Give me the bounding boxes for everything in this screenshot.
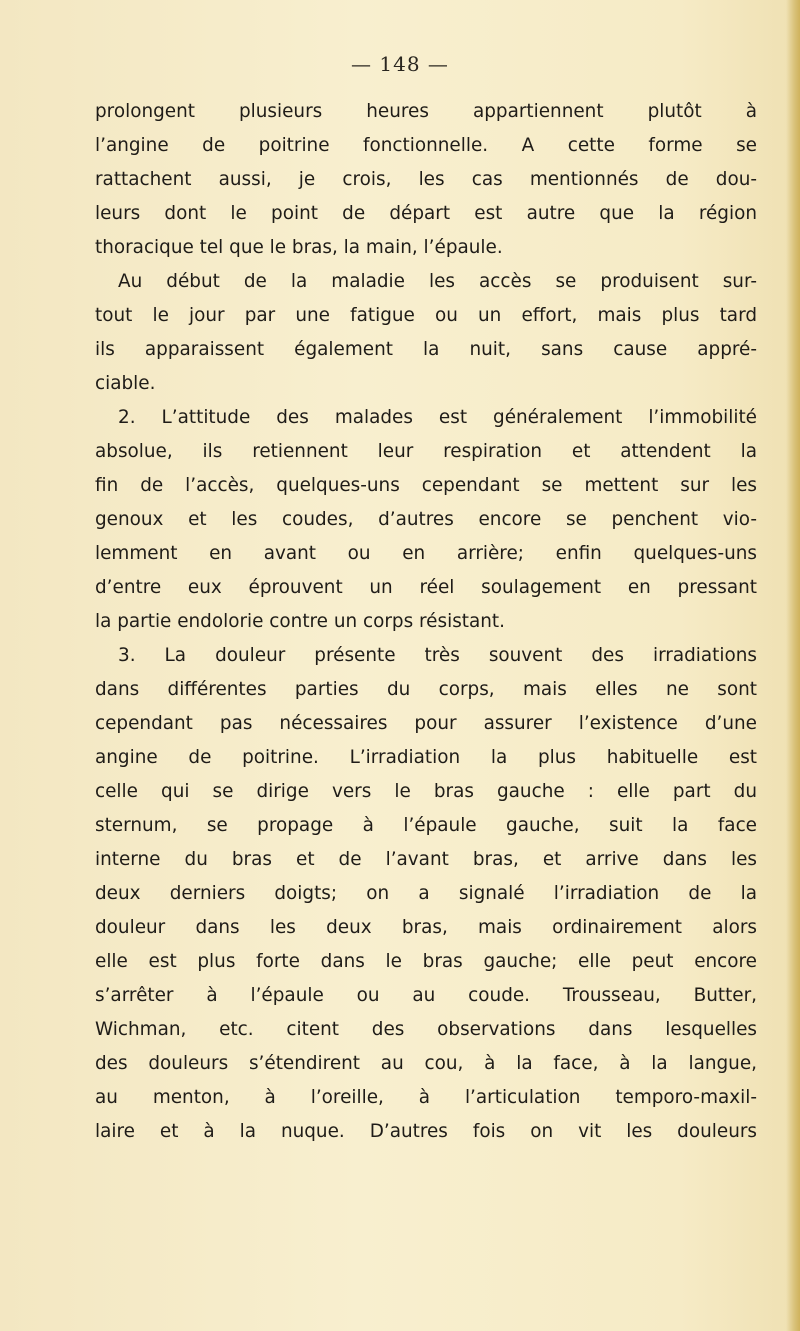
text-line: leurs dont le point de départ est autre que la région bbox=[95, 203, 757, 224]
text-line: l’angine de poitrine fonctionnelle. A cette forme se bbox=[95, 135, 757, 156]
text-line: deux derniers doigts; on a signalé l’irradiation de la bbox=[95, 883, 757, 904]
text-line: rattachent aussi, je crois, les cas mentionnés de dou- bbox=[95, 169, 757, 190]
text-line: ciable. bbox=[95, 373, 156, 394]
text-line: fin de l’accès, quelques-uns cependant se mettent sur les bbox=[95, 475, 757, 496]
text-line: lemment en avant ou en arrière; enfin quelques-uns bbox=[95, 543, 757, 564]
text-line: interne du bras et de l’avant bras, et arrive dans les bbox=[95, 849, 757, 870]
text-line: dans différentes parties du corps, mais elles ne sont bbox=[95, 679, 757, 700]
text-line: Au début de la maladie les accès se produisent sur- bbox=[118, 271, 757, 292]
text-line: Wichman, etc. citent des observations dans lesquelles bbox=[95, 1019, 757, 1040]
page-number: — 148 — bbox=[351, 52, 449, 76]
text-line: la partie endolorie contre un corps résistant. bbox=[95, 611, 505, 632]
text-line: 2. L’attitude des malades est généralement l’immobilité bbox=[118, 407, 757, 428]
text-line: laire et à la nuque. D’autres fois on vit les douleurs bbox=[95, 1121, 757, 1142]
text-line: 3. La douleur présente très souvent des irradiations bbox=[118, 645, 757, 666]
text-line: ils apparaissent également la nuit, sans cause appré- bbox=[95, 339, 757, 360]
text-line: des douleurs s’étendirent au cou, à la face, à la langue, bbox=[95, 1053, 757, 1074]
text-line: d’entre eux éprouvent un réel soulagement en pressant bbox=[95, 577, 757, 598]
page-edge bbox=[786, 0, 800, 1331]
text-line: elle est plus forte dans le bras gauche; elle peut encore bbox=[95, 951, 757, 972]
text-line: sternum, se propage à l’épaule gauche, suit la face bbox=[95, 815, 757, 836]
text-line: genoux et les coudes, d’autres encore se penchent vio- bbox=[95, 509, 757, 530]
text-line: douleur dans les deux bras, mais ordinairement alors bbox=[95, 917, 757, 938]
text-line: angine de poitrine. L’irradiation la plus habituelle est bbox=[95, 747, 757, 768]
text-line: celle qui se dirige vers le bras gauche : elle part du bbox=[95, 781, 757, 802]
text-line: cependant pas nécessaires pour assurer l’existence d’une bbox=[95, 713, 757, 734]
text-line: au menton, à l’oreille, à l’articulation temporo-maxil- bbox=[95, 1087, 757, 1108]
text-line: tout le jour par une fatigue ou un effort, mais plus tard bbox=[95, 305, 757, 326]
text-line: s’arrêter à l’épaule ou au coude. Trousseau, Butter, bbox=[95, 985, 757, 1006]
text-line: absolue, ils retiennent leur respiration et attendent la bbox=[95, 441, 757, 462]
text-line: thoracique tel que le bras, la main, l’épaule. bbox=[95, 237, 503, 258]
body-text bbox=[95, 95, 757, 1149]
text-line: prolongent plusieurs heures appartiennent plutôt à bbox=[95, 101, 757, 122]
